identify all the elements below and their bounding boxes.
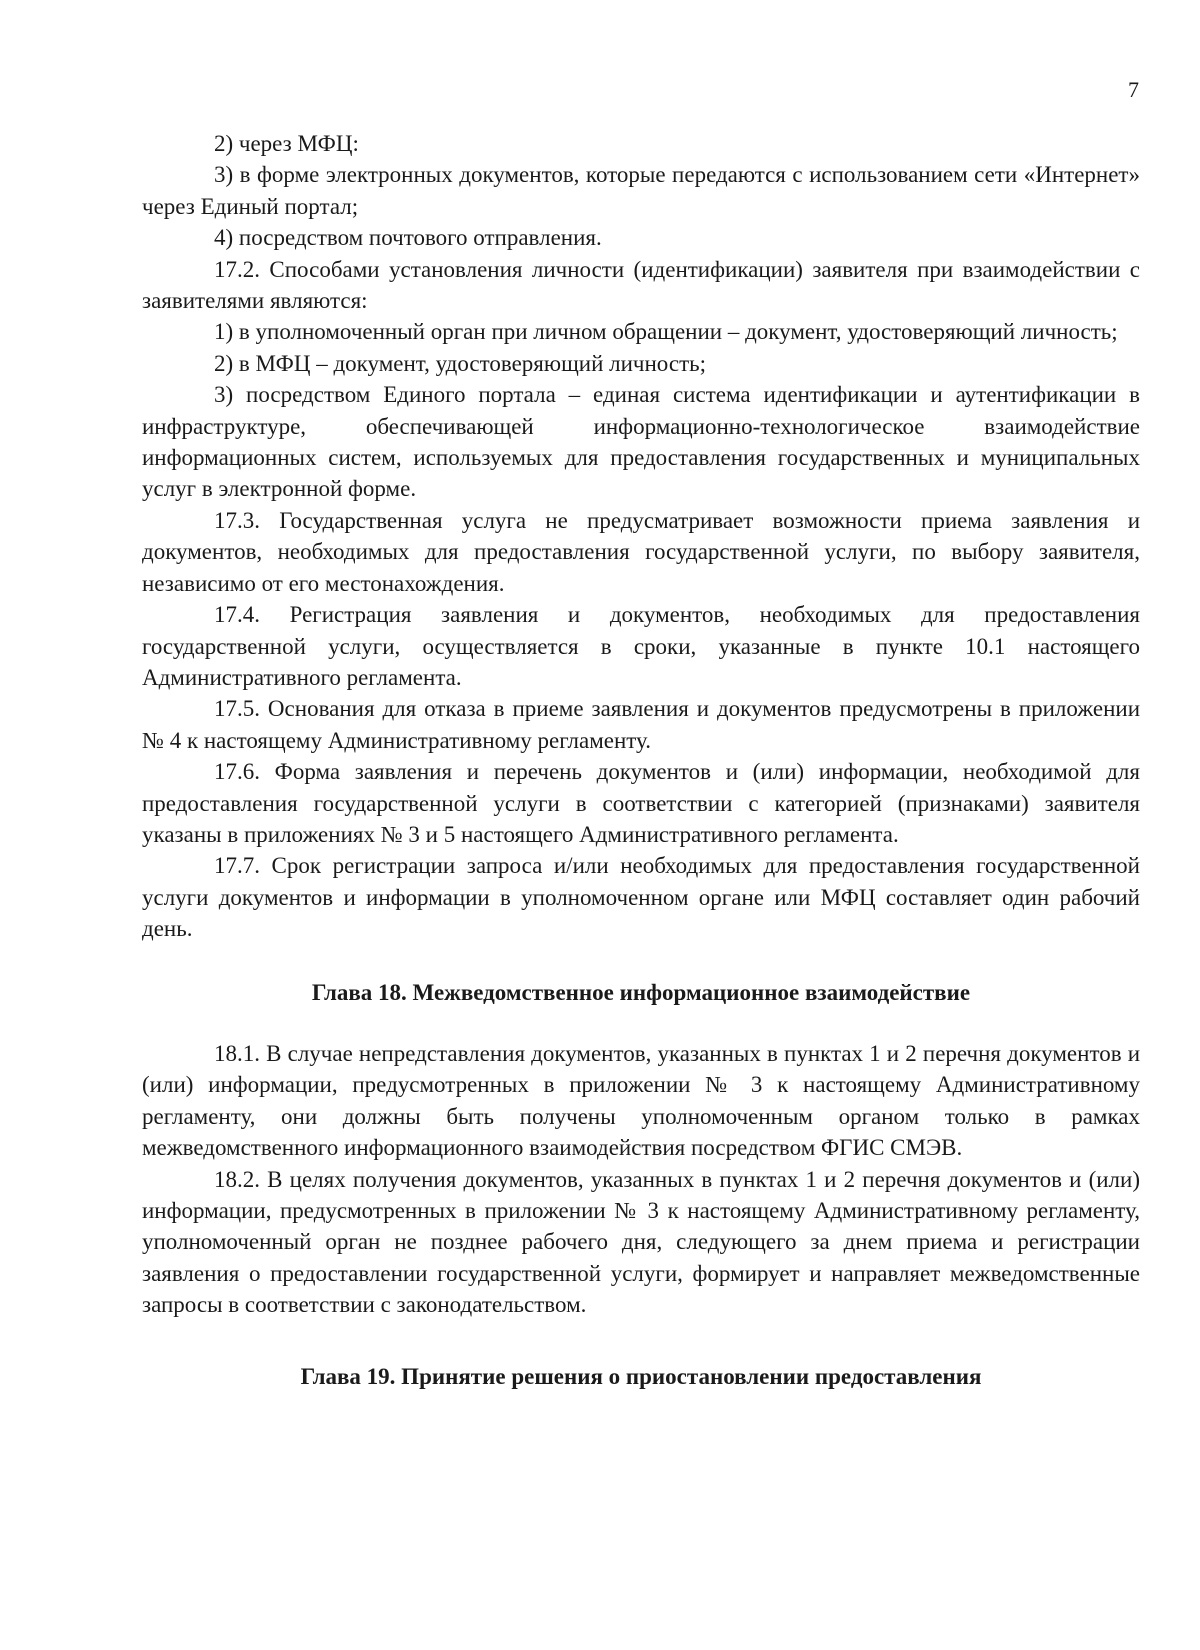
paragraph: 18.2. В целях получения документов, указанных в пунктах 1 и 2 перечня документов и (или) информации, предусмотренных в приложении № 3 к настоящему Административному регламенту, уполномоченный орган не позднее рабочего дня, следующего за днем приема и регистрации заявления о предоставлении государственной услуги, формирует и направляет межведомственные запросы в соответствии с законодательством. xyxy=(142,1166,1140,1318)
paragraph: 17.4. Регистрация заявления и документов, необходимых для предоставления государственной услуги, осуществляется в сроки, указанные в пункте 10.1 настоящего Административного регламента. xyxy=(142,602,1140,690)
paragraph: 2) через МФЦ: xyxy=(214,131,359,156)
paragraph: 17.3. Государственная услуга не предусматривает возможности приема заявления и документов, необходимых для предоставления государственной услуги, по выбору заявителя, независимо от его местонахождения. xyxy=(142,507,1140,596)
paragraph: 3) в форме электронных документов, которые передаются с использованием сети «Интернет» через Единый портал; xyxy=(142,162,1140,219)
paragraph: 17.2. Способами установления личности (идентификации) заявителя при взаимодействии с заявителями являются: xyxy=(142,256,1140,314)
paragraph: 4) посредством почтового отправления. xyxy=(214,225,602,251)
page-number: 7 xyxy=(1128,77,1139,102)
paragraph: 3) посредством Единого портала – единая система идентификации и аутентификации в инфраструктуре, обеспечивающей информационно-технологическое взаимодействие информационных систем, используемых для предоставления государственных и муниципальных услуг в электронной форме. xyxy=(142,382,1140,502)
paragraph: 17.7. Срок регистрации запроса и/или необходимых для предоставления государственной услуги документов и информации в уполномоченном органе или МФЦ составляет один рабочий день. xyxy=(142,853,1140,942)
chapter-19-heading: Глава 19. Принятие решения о приостановлении предоставления xyxy=(300,1363,982,1389)
paragraph: 18.1. В случае непредставления документов, указанных в пунктах 1 и 2 перечня документов и (или) информации, предусмотренных в приложении № 3 к настоящему Административному регламенту, они должны быть получены уполномоченным органом только в рамках межведомственного информационного взаимодействия посредством ФГИС СМЭВ. xyxy=(142,1040,1140,1161)
chapter-18-heading: Глава 18. Межведомственное информационное взаимодействие xyxy=(311,979,971,1005)
paragraph: 17.6. Форма заявления и перечень документов и (или) информации, необходимой для предоставления государственной услуги в соответствии с категорией (признаками) заявителя указаны в приложениях № 3 и 5 настоящего Административного регламента. xyxy=(142,759,1140,847)
paragraph: 1) в уполномоченный орган при личном обращении – документ, удостоверяющий личность; xyxy=(214,319,1118,345)
paragraph: 17.5. Основания для отказа в приеме заявления и документов предусмотрены в приложении № 4 к настоящему Административному регламенту. xyxy=(142,696,1140,753)
document-body xyxy=(142,128,1140,1392)
paragraph: 2) в МФЦ – документ, удостоверяющий личность; xyxy=(214,350,707,376)
